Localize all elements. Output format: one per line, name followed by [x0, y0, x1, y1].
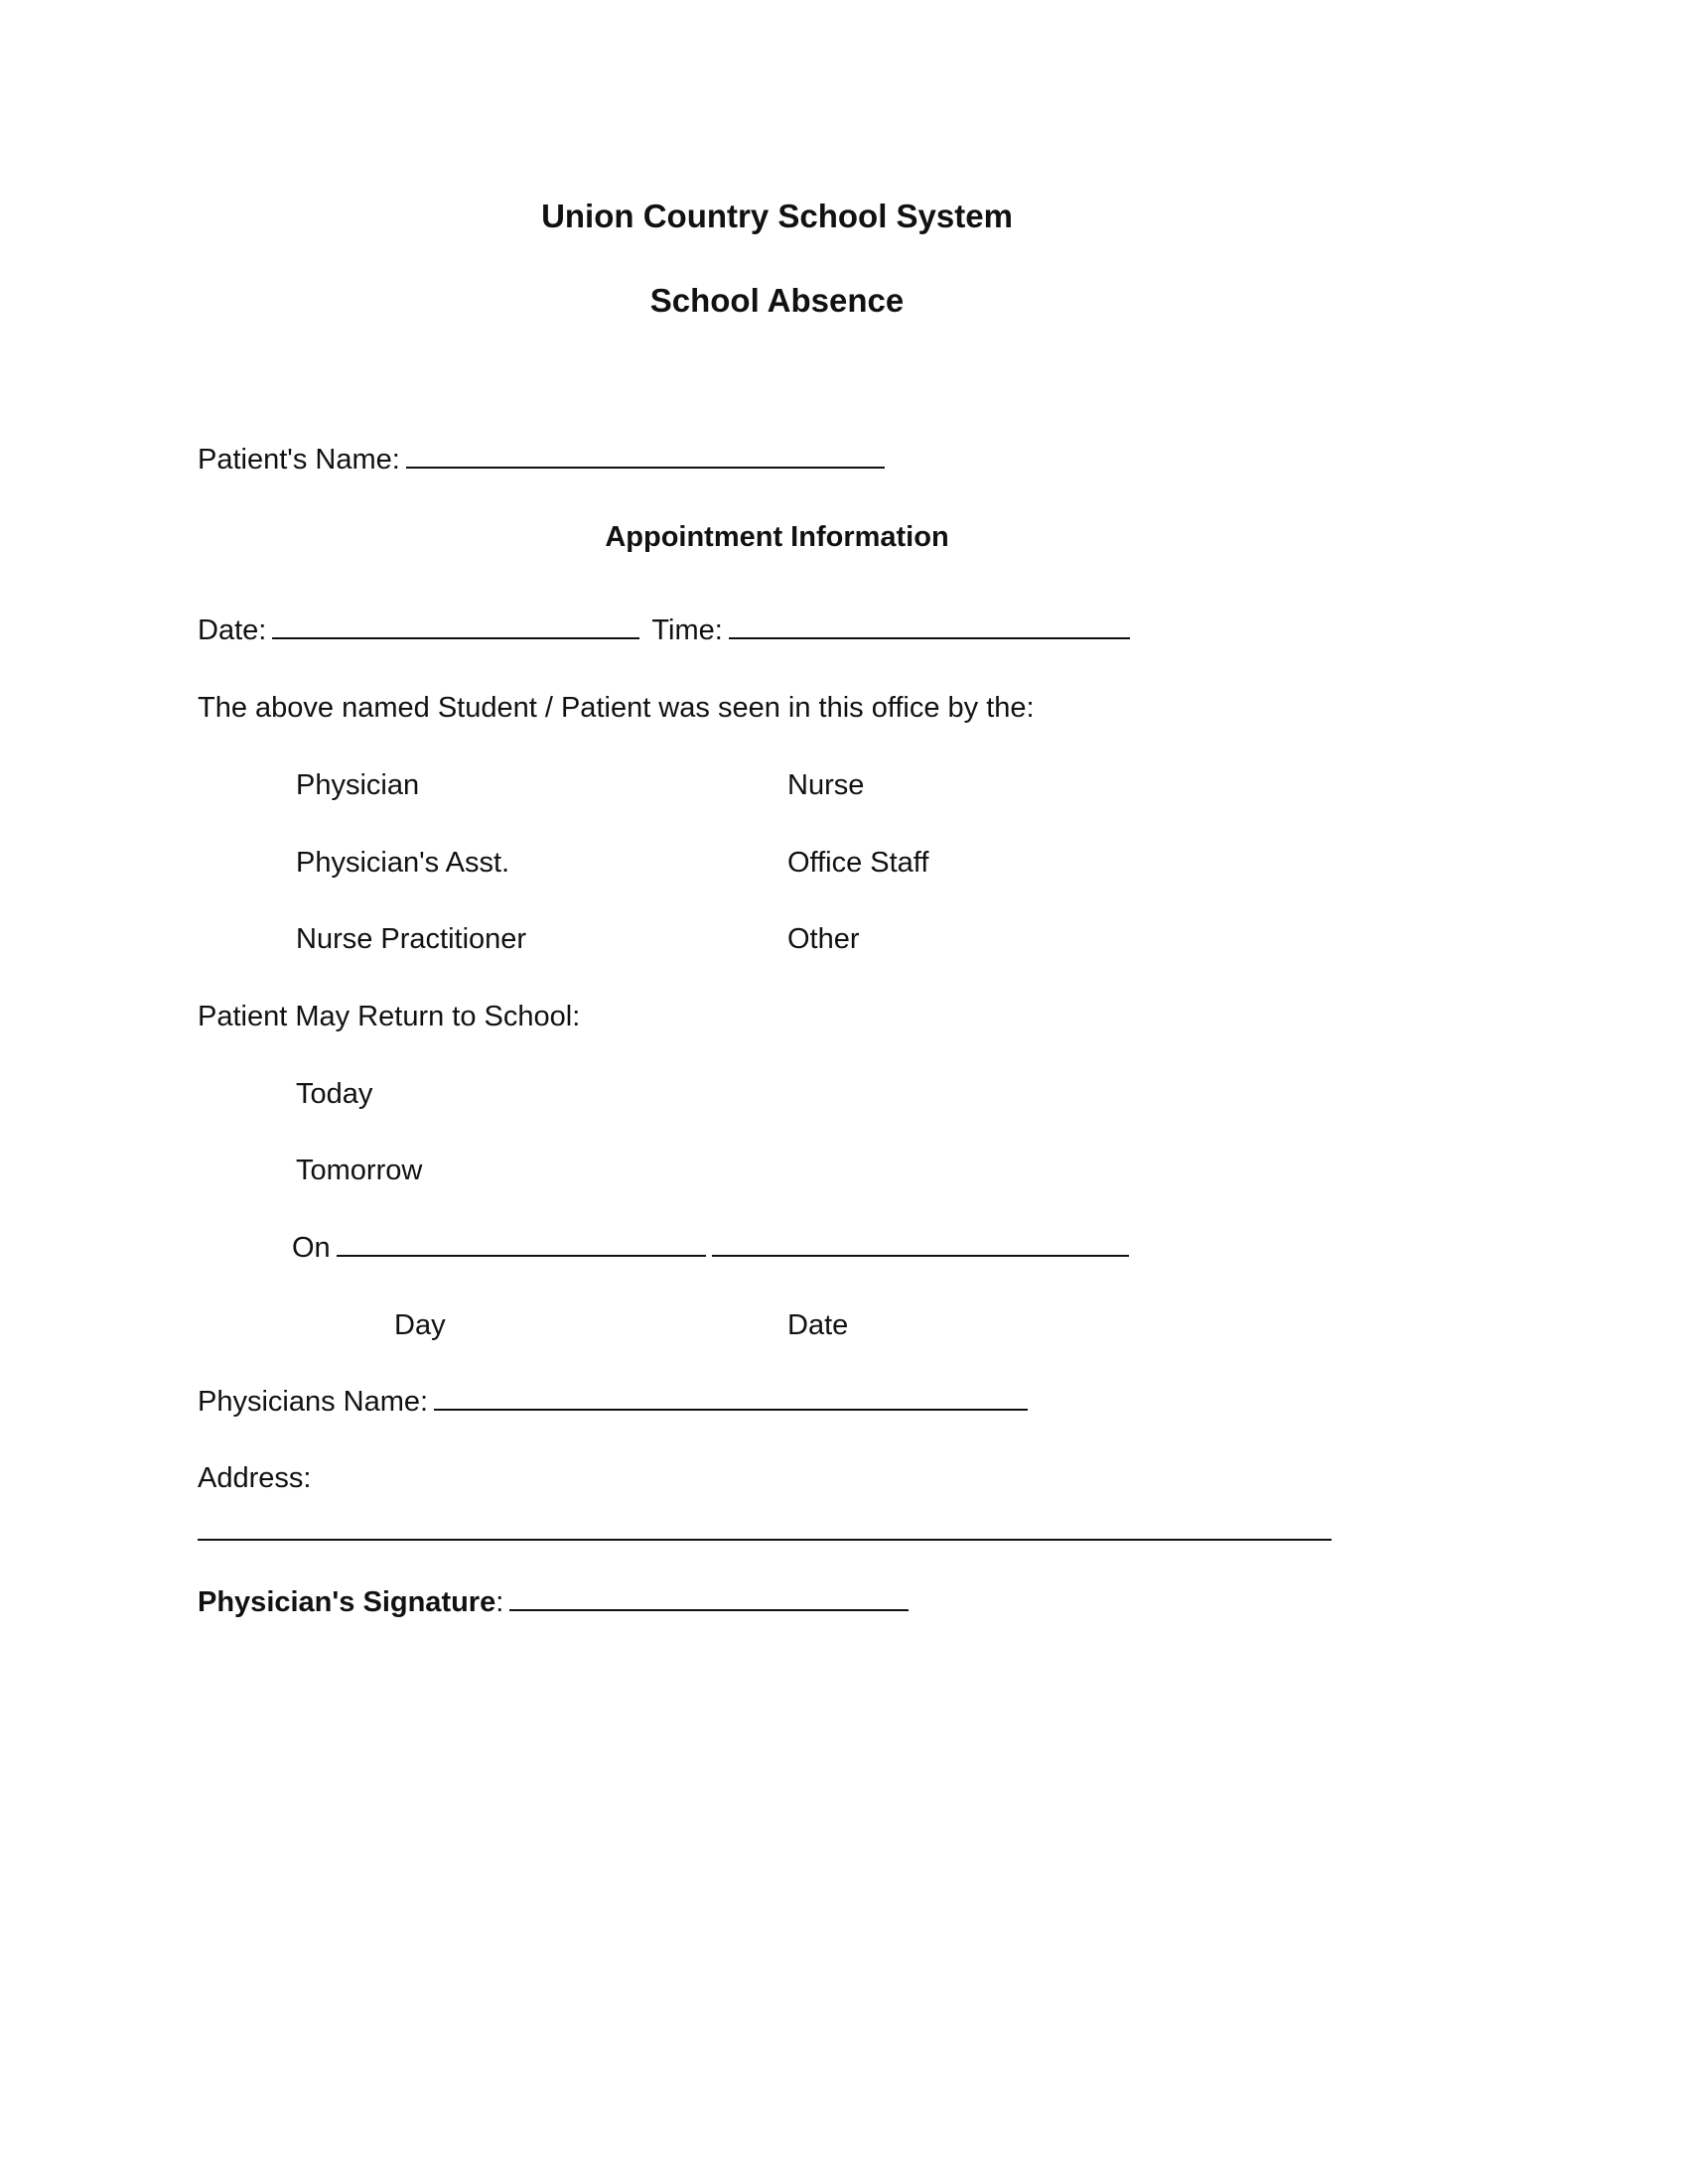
return-day-field[interactable] — [337, 1231, 706, 1257]
date-time-row — [198, 614, 1130, 647]
signature-row — [198, 1585, 909, 1619]
signature-field[interactable] — [509, 1585, 909, 1611]
option-nurse-practitioner: Nurse Practitioner — [296, 923, 527, 955]
address-label: Address: — [198, 1462, 312, 1494]
appointment-section-title: Appointment Information — [605, 521, 949, 553]
return-option-today: Today — [296, 1078, 373, 1110]
return-on-row — [292, 1231, 1129, 1265]
return-option-tomorrow: Tomorrow — [296, 1155, 423, 1186]
on-label: On — [292, 1232, 331, 1264]
date-caption: Date — [787, 1309, 849, 1341]
day-caption: Day — [394, 1309, 446, 1341]
option-other: Other — [787, 923, 860, 955]
time-label: Time: — [651, 614, 723, 646]
return-to-school-label: Patient May Return to School: — [198, 1001, 581, 1032]
physician-name-field[interactable] — [434, 1385, 1028, 1411]
organization-title: Union Country School System — [541, 198, 1013, 234]
patient-name-field[interactable] — [406, 443, 885, 469]
option-physicians-asst: Physician's Asst. — [296, 847, 510, 879]
date-label: Date: — [198, 614, 267, 646]
patient-name-label: Patient's Name: — [198, 444, 400, 476]
patient-name-row — [198, 443, 885, 477]
option-physician: Physician — [296, 769, 420, 801]
form-title: School Absence — [649, 282, 905, 319]
option-office-staff: Office Staff — [787, 847, 929, 879]
signature-label: Physician's Signature — [198, 1586, 496, 1618]
option-nurse: Nurse — [787, 769, 865, 801]
return-date-field[interactable] — [712, 1231, 1129, 1257]
physician-name-label: Physicians Name: — [198, 1386, 429, 1418]
time-field[interactable] — [729, 614, 1130, 639]
address-field[interactable] — [198, 1539, 1332, 1541]
physician-name-row — [198, 1385, 1028, 1419]
seen-by-statement: The above named Student / Patient was seen in this office by the: — [198, 692, 1035, 724]
signature-colon: : — [495, 1586, 504, 1618]
date-field[interactable] — [272, 614, 639, 639]
